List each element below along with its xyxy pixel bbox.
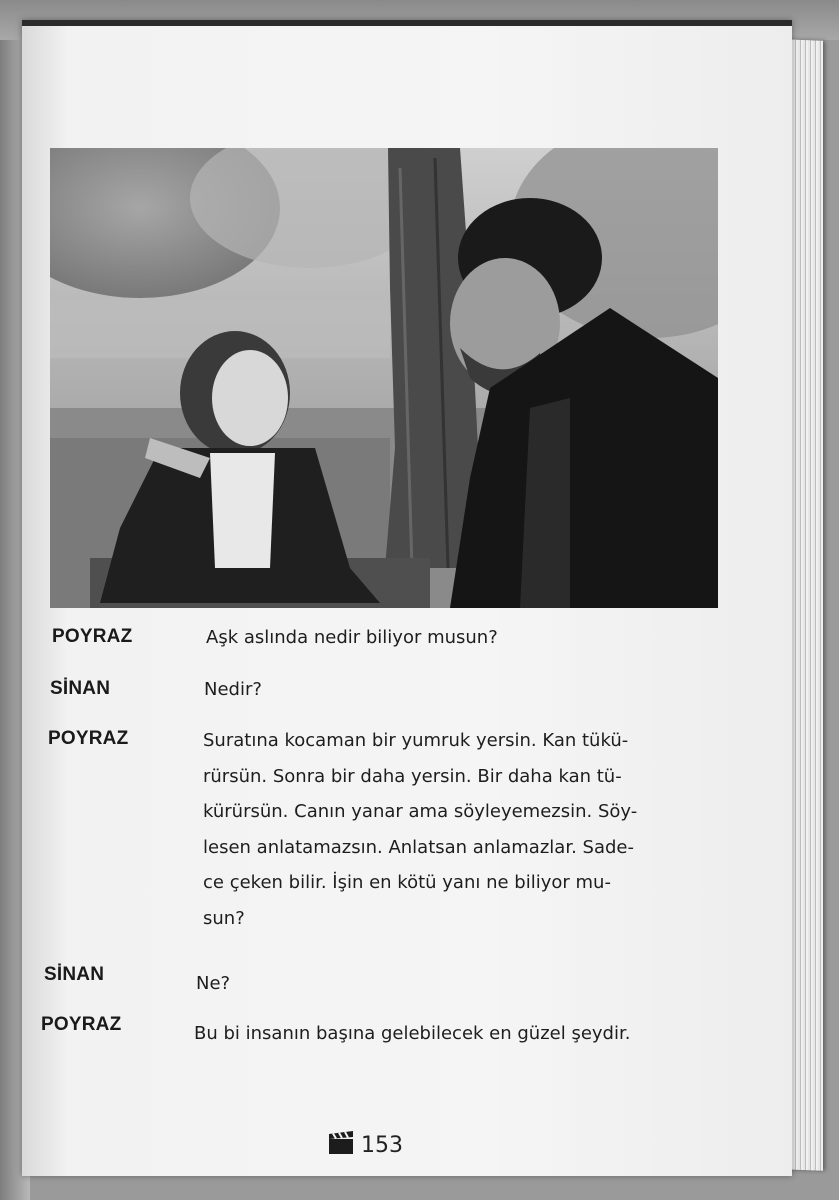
- speaker-name: SİNAN: [50, 678, 111, 699]
- speaker-name: SİNAN: [44, 964, 105, 985]
- dialogue-line: Ne?: [196, 973, 231, 994]
- page-number: 153: [361, 1132, 403, 1158]
- dialogue-line: Bu bi insanın başına gelebilecek en güzel şeydir.: [194, 1023, 631, 1044]
- dialogue-line: Nedir?: [204, 679, 262, 700]
- dialogue-line: rürsün. Sonra bir daha yersin. Bir daha kan tü-: [203, 765, 622, 787]
- dialogue-line: lesen anlatamazsın. Anlatsan anlamazlar. Sade-: [203, 836, 634, 858]
- speaker-name: POYRAZ: [48, 728, 129, 749]
- dialogue-text: [204, 672, 674, 707]
- speaker-name: POYRAZ: [52, 626, 133, 647]
- book-page: [22, 20, 792, 1176]
- dialogue-line: Aşk aslında nedir biliyor musun?: [206, 627, 498, 648]
- dialogue-text: [196, 966, 666, 1001]
- dialogue-text: [203, 723, 673, 936]
- dialogue-text: [194, 1016, 664, 1051]
- speaker-name: POYRAZ: [41, 1014, 122, 1035]
- film-still-photo: [50, 148, 718, 608]
- page-footer: [327, 1131, 403, 1159]
- dialogue-text: [206, 620, 676, 655]
- dialogue-line: sun?: [203, 907, 245, 929]
- dialogue-line: ce çeken bilir. İşin en kötü yanı ne biliyor mu-: [203, 872, 611, 893]
- dialogue-line: Suratına kocaman bir yumruk yersin. Kan tükü-: [203, 730, 629, 751]
- clapperboard-icon: [327, 1131, 355, 1159]
- dialogue-line: kürürsün. Canın yanar ama söyleyemezsin. Söy-: [203, 801, 638, 822]
